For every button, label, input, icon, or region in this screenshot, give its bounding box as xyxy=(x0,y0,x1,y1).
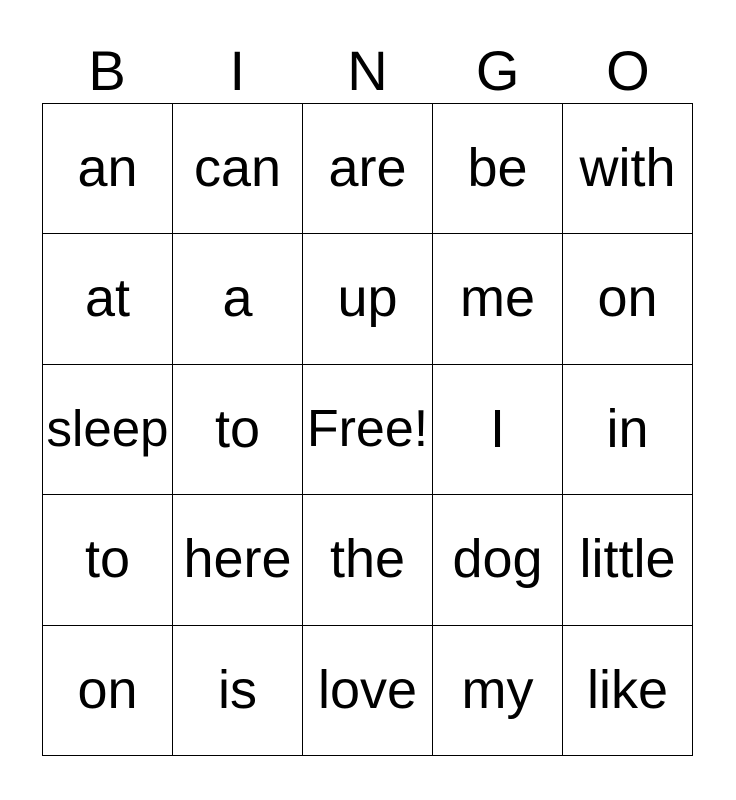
cell-word: with xyxy=(579,138,676,198)
bingo-row-1 xyxy=(43,104,693,234)
bingo-header xyxy=(42,39,693,102)
bingo-cell-r5c4[interactable] xyxy=(433,625,563,755)
cell-word: a xyxy=(222,268,253,329)
bingo-cell-r1c1[interactable] xyxy=(43,104,173,234)
cell-word: little xyxy=(579,529,676,590)
cell-word: are xyxy=(328,138,407,198)
cell-word: to xyxy=(84,529,131,590)
bingo-cell-r2c3[interactable] xyxy=(303,234,433,364)
cell-word: be xyxy=(467,138,528,198)
bingo-letter-i: I xyxy=(229,39,246,102)
bingo-cell-r4c5[interactable] xyxy=(563,495,693,625)
bingo-letter-o: O xyxy=(606,39,650,102)
cell-word: an xyxy=(77,138,138,198)
bingo-cell-r2c4[interactable] xyxy=(433,234,563,364)
bingo-row-2 xyxy=(43,234,693,364)
cell-word: on xyxy=(597,268,658,329)
cell-word: is xyxy=(218,659,257,720)
bingo-row-3 xyxy=(43,364,693,494)
bingo-letter-b: B xyxy=(88,39,126,102)
bingo-cell-r2c5[interactable] xyxy=(563,234,693,364)
bingo-row-5 xyxy=(43,625,693,755)
bingo-cell-r3c2[interactable] xyxy=(173,364,303,494)
bingo-cell-r3c5[interactable] xyxy=(563,364,693,494)
bingo-cell-r5c3[interactable] xyxy=(303,625,433,755)
cell-word: me xyxy=(459,268,535,329)
bingo-cell-r5c5[interactable] xyxy=(563,625,693,755)
cell-word: in xyxy=(606,398,649,459)
cell-word: to xyxy=(214,398,261,459)
cell-word: can xyxy=(193,138,282,198)
bingo-cell-r2c1[interactable] xyxy=(43,234,173,364)
bingo-cell-r1c2[interactable] xyxy=(173,104,303,234)
bingo-row-4 xyxy=(43,495,693,625)
bingo-cell-r1c5[interactable] xyxy=(563,104,693,234)
bingo-letter-n: N xyxy=(347,39,388,102)
bingo-cell-r5c1[interactable] xyxy=(43,625,173,755)
bingo-cell-r4c3[interactable] xyxy=(303,495,433,625)
bingo-cell-r3c1[interactable] xyxy=(43,364,173,494)
bingo-cell-r4c1[interactable] xyxy=(43,495,173,625)
bingo-cell-free[interactable] xyxy=(303,364,433,494)
bingo-cell-r3c4[interactable] xyxy=(433,364,563,494)
cell-word: love xyxy=(317,659,418,720)
cell-word: my xyxy=(461,659,534,720)
bingo-cell-r4c4[interactable] xyxy=(433,495,563,625)
cell-word: up xyxy=(337,268,398,329)
bingo-grid xyxy=(42,103,693,756)
bingo-cell-r1c4[interactable] xyxy=(433,104,563,234)
cell-word: I xyxy=(489,398,505,459)
bingo-cell-r1c3[interactable] xyxy=(303,104,433,234)
cell-word: on xyxy=(77,659,138,720)
cell-word: like xyxy=(586,659,669,720)
cell-word-free: Free! xyxy=(306,399,429,458)
bingo-cell-r5c2[interactable] xyxy=(173,625,303,755)
bingo-cell-r2c2[interactable] xyxy=(173,234,303,364)
cell-word: dog xyxy=(452,529,543,590)
bingo-cell-r4c2[interactable] xyxy=(173,495,303,625)
cell-word: here xyxy=(183,529,292,590)
cell-word: sleep xyxy=(46,400,169,458)
cell-word: at xyxy=(84,268,131,329)
bingo-letter-g: G xyxy=(475,39,520,102)
cell-word: the xyxy=(329,529,406,590)
